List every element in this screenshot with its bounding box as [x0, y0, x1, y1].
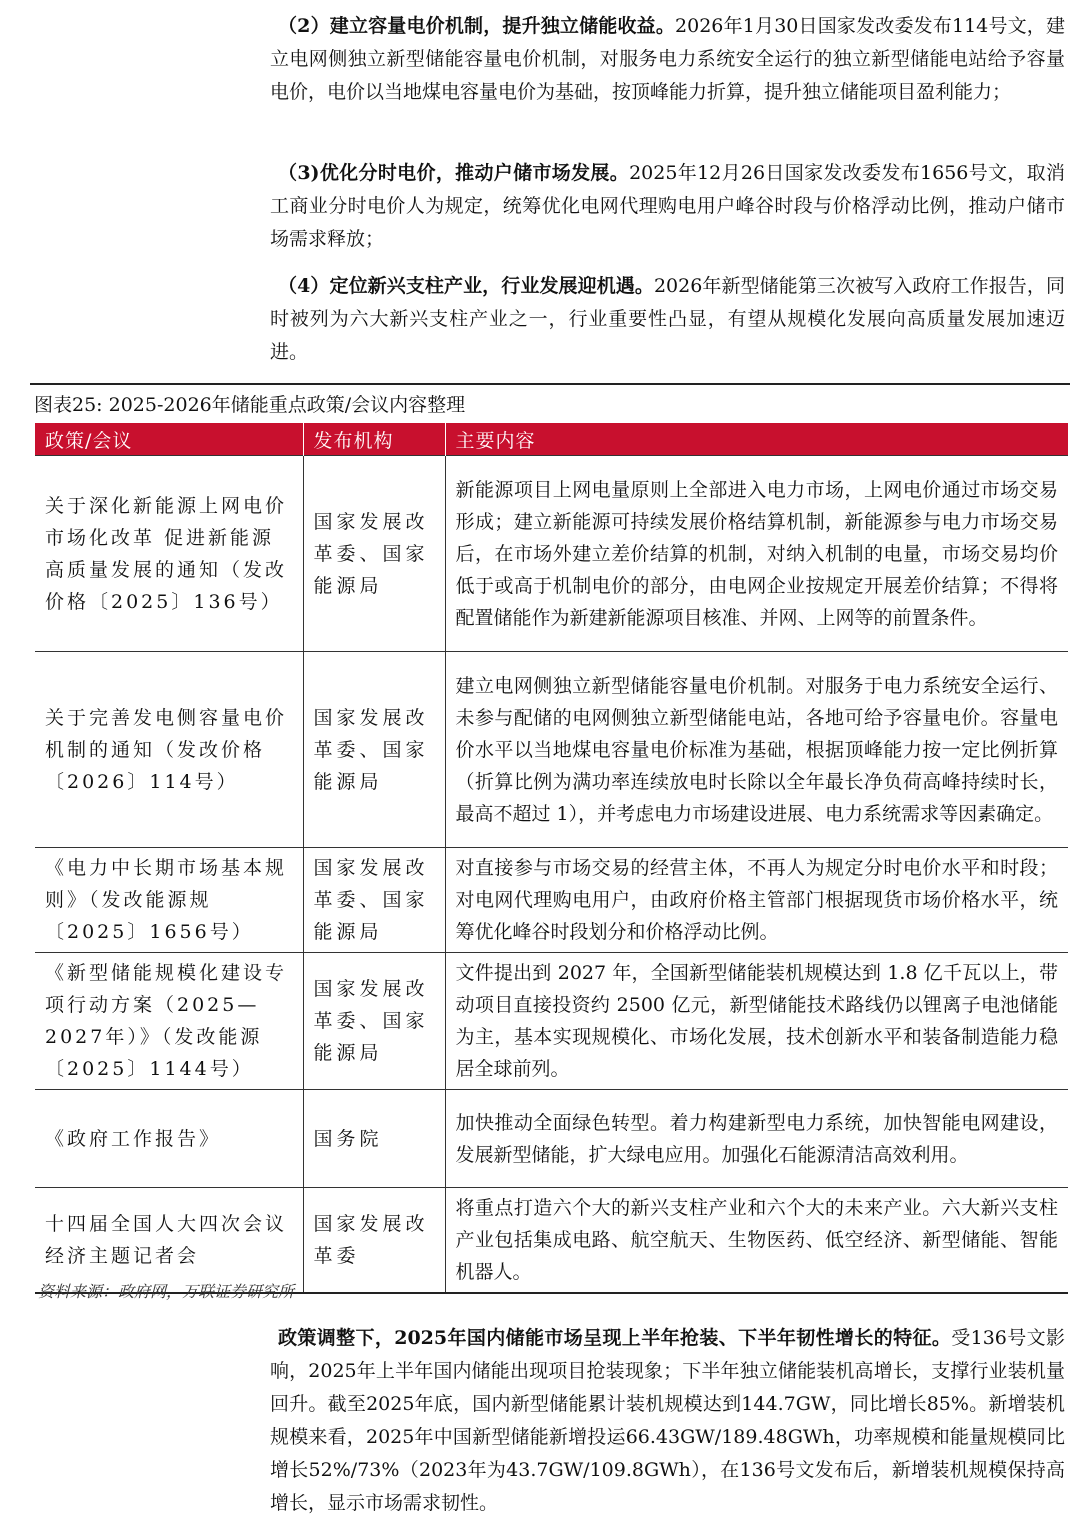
policy-cell: 十四届全国人大四次会议经济主题记者会 [35, 1188, 303, 1294]
content-cell: 文件提出到 2027 年，全国新型储能装机规模达到 1.8 亿千瓦以上，带动项目直接投资约 2500 亿元，新型储能技术路线仍以锂离子电池储能为主，基本实现规模化、市场化发展，技术创新水平和装备制造能力稳居全球前列。 [445, 953, 1068, 1090]
figure-title: 图表25: 2025-2026年储能重点政策/会议内容整理 [34, 394, 466, 416]
policy-table [35, 423, 1068, 1294]
agency-cell: 国家发展改革委、国家能源局 [303, 652, 445, 848]
content-cell: 新能源项目上网电量原则上全部进入电力市场，上网电价通过市场交易形成；建立新能源可持续发展价格结算机制，新能源参与电力市场交易后，在市场外建立差价结算的机制，对纳入机制的电量，市场交易均价低于或高于机制电价的部分，由电网企业按规定开展差价结算；不得将配置储能作为新建新能源项目核准、并网、上网等的前置条件。 [445, 456, 1068, 652]
content-cell: 加快推动全面绿色转型。着力构建新型电力系统，加快智能电网建设，发展新型储能，扩大绿电应用。加强化石能源清洁高效利用。 [445, 1090, 1068, 1188]
header-agency: 发布机构 [303, 423, 445, 456]
table-row [35, 848, 1068, 953]
policy-cell: 《新型储能规模化建设专项行动方案（2025—2027年）》（发改能源〔2025〕1144号） [35, 953, 303, 1090]
table-row [35, 456, 1068, 652]
figure-source: 资料来源：政府网，万联证券研究所 [38, 1282, 295, 1301]
paragraph-market-summary [270, 1322, 1065, 1520]
paragraph-lead: 政策调整下，2025年国内储能市场呈现上半年抢装、下半年韧性增长的特征。 [278, 1327, 952, 1349]
agency-cell: 国家发展改革委、国家能源局 [303, 456, 445, 652]
content-cell: 对直接参与市场交易的经营主体，不再人为规定分时电价水平和时段；对电网代理购电用户，由政府价格主管部门根据现货市场价格水平，统筹优化峰谷时段划分和价格浮动比例。 [445, 848, 1068, 953]
paragraph-lead: （4）定位新兴支柱产业，行业发展迎机遇。 [278, 275, 654, 297]
paragraph-capacity-price [270, 10, 1065, 109]
agency-cell: 国家发展改革委、国家能源局 [303, 953, 445, 1090]
policy-cell: 关于完善发电侧容量电价机制的通知（发改价格〔2026〕114号） [35, 652, 303, 848]
header-policy: 政策/会议 [35, 423, 303, 456]
paragraph-body: 2025年12月26日国家发改委发布1656号文，取消工商业分时电价人为规定，统筹优化电网代理购电用户峰谷时段与价格浮动比例，推动户储市场需求释放； [270, 162, 1065, 250]
paragraph-emerging-pillar [270, 270, 1065, 369]
paragraph-body: 受136号文影响，2025年上半年国内储能出现项目抢装现象；下半年独立储能装机高增长，支撑行业装机量回升。截至2025年底，国内新型储能累计装机规模达到144.7GW，同比增长85%。新增装机规模来看，2025年中国新型储能新增投运66.43GW/189.48GWh，功率规模和能量规模同比增长52%/73%（2023年为43.7GW/109.8GWh），在136号文发布后，新增装机规模保持高增长，显示市场需求韧性。 [270, 1327, 1065, 1514]
table-row [35, 1188, 1068, 1294]
paragraph-lead: （2）建立容量电价机制，提升独立储能收益。 [278, 15, 676, 37]
content-cell: 将重点打造六个大的新兴支柱产业和六个大的未来产业。六大新兴支柱产业包括集成电路、航空航天、生物医药、低空经济、新型储能、智能机器人。 [445, 1188, 1068, 1294]
paragraph-time-of-use [270, 157, 1065, 256]
paragraph-body: 2026年新型储能第三次被写入政府工作报告，同时被列为六大新兴支柱产业之一，行业重要性凸显，有望从规模化发展向高质量发展加速迈进。 [270, 275, 1065, 363]
paragraph-body: 2026年1月30日国家发改委发布114号文，建立电网侧独立新型储能容量电价机制，对服务电力系统安全运行的独立新型储能电站给予容量电价，电价以当地煤电容量电价为基础，按顶峰能力折算，提升独立储能项目盈利能力； [270, 15, 1065, 103]
policy-cell: 《电力中长期市场基本规则》（发改能源规〔2025〕1656号） [35, 848, 303, 953]
paragraph-lead: （3)优化分时电价，推动户储市场发展。 [278, 162, 630, 184]
header-content: 主要内容 [445, 423, 1068, 456]
figure-top-rule [30, 383, 1070, 385]
table-row [35, 652, 1068, 848]
policy-cell: 《政府工作报告》 [35, 1090, 303, 1188]
table-row [35, 953, 1068, 1090]
agency-cell: 国家发展改革委、国家能源局 [303, 848, 445, 953]
table-header-row [35, 423, 1068, 456]
policy-cell: 关于深化新能源上网电价市场化改革 促进新能源高质量发展的通知（发改价格〔2025〕136号） [35, 456, 303, 652]
table-row [35, 1090, 1068, 1188]
agency-cell: 国务院 [303, 1090, 445, 1188]
content-cell: 建立电网侧独立新型储能容量电价机制。对服务于电力系统安全运行、未参与配储的电网侧独立新型储能电站，各地可给予容量电价。容量电价水平以当地煤电容量电价标准为基础，根据顶峰能力按一定比例折算（折算比例为满功率连续放电时长除以全年最长净负荷高峰持续时长，最高不超过 1），并考虑电力市场建设进展、电力系统需求等因素确定。 [445, 652, 1068, 848]
agency-cell: 国家发展改革委 [303, 1188, 445, 1294]
